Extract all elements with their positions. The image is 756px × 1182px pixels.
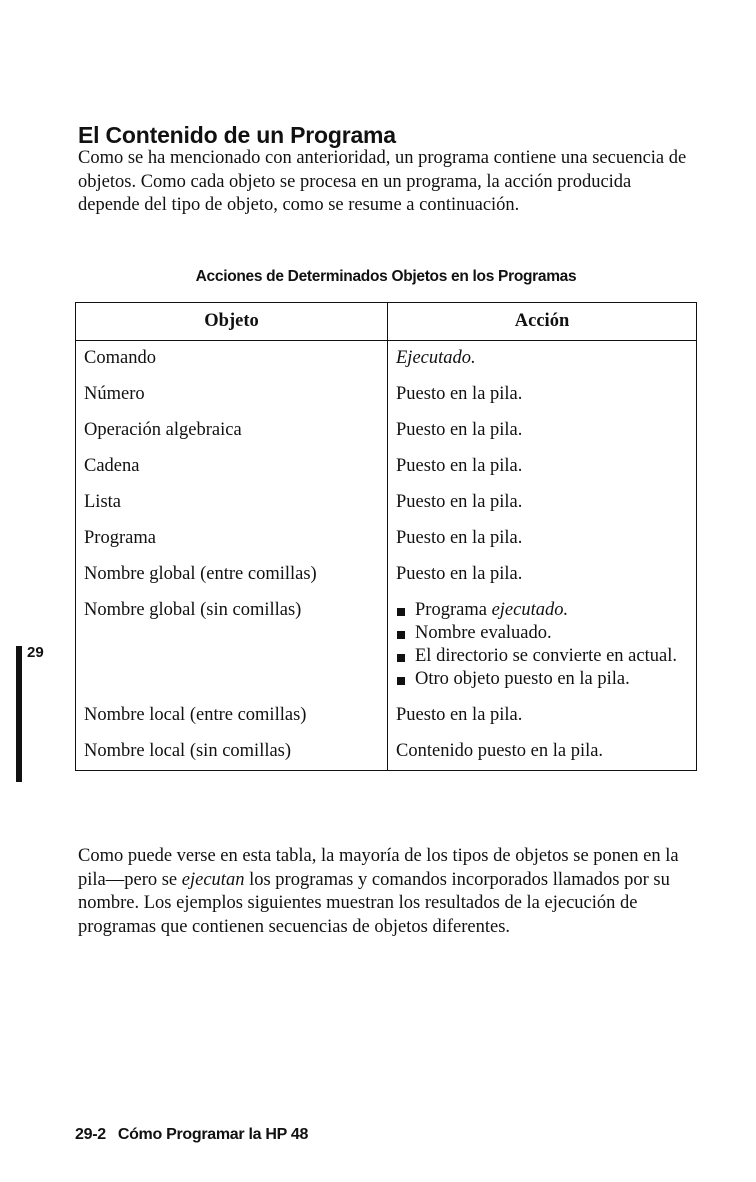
object-cell: Programa [76,521,388,557]
bullet-item: Nombre evaluado. [396,622,696,645]
intro-paragraph: Como se ha mencionado con anterioridad, un programa contiene una secuencia de objetos. Como cada objeto se procesa en un programa, la acción producida depende del tipo de objeto, como se resume a continuación. [78,148,687,215]
header-object: Objeto [76,303,388,341]
table-row [76,413,697,449]
object-cell: Operación algebraica [76,413,388,449]
outro-paragraph [78,845,688,939]
object-cell: Nombre local (sin comillas) [76,734,388,771]
table-row [76,377,697,413]
chapter-tab-number: 29 [27,644,44,661]
action-cell: Puesto en la pila. [388,698,697,734]
header-action: Acción [388,303,697,341]
action-bullet-list [396,599,696,691]
action-cell [388,593,697,698]
table-header-row [76,303,697,341]
table-row [76,557,697,593]
table-row [76,449,697,485]
bullet-text: Programa [415,600,492,620]
action-cell: Puesto en la pila. [388,485,697,521]
object-cell: Comando [76,341,388,378]
bullet-emphasis: ejecutado. [491,600,569,620]
action-cell: Puesto en la pila. [388,521,697,557]
bullet-item: Otro objeto puesto en la pila. [396,668,696,691]
table-caption: Acciones de Determinados Objetos en los Programas [195,268,577,285]
book-title: Cómo Programar la HP 48 [117,1126,309,1143]
chapter-tab-bar [16,646,22,782]
object-cell: Nombre global (sin comillas) [76,593,388,698]
table-row [76,341,697,378]
page-number: 29-2 [75,1126,106,1143]
outro-emphasis: ejecutan [181,869,245,890]
object-cell: Nombre global (entre comillas) [76,557,388,593]
table-row [76,734,697,771]
outro-text-1: Como puede verse en esta tabla, la mayoría de los tipos de objetos se ponen en la pila—pero se [78,846,679,890]
action-cell: Puesto en la pila. [388,449,697,485]
section-heading: El Contenido de un Programa [78,122,396,149]
bullet-item: El directorio se convierte en actual. [396,645,696,668]
page-footer [75,1126,308,1144]
table-row [76,485,697,521]
table-row [76,521,697,557]
object-cell: Número [76,377,388,413]
objects-actions-table [75,302,697,771]
action-cell: Puesto en la pila. [388,557,697,593]
outro-text-2: los programas y comandos incorporados llamados por su nombre. Los ejemplos siguientes muestran los resultados de la ejecución de programas que contienen secuencias de objetos diferentes. [78,869,670,937]
table-row [76,593,697,698]
action-cell: Contenido puesto en la pila. [388,734,697,771]
object-cell: Nombre local (entre comillas) [76,698,388,734]
action-cell: Ejecutado. [388,341,697,378]
bullet-item [396,599,696,622]
object-cell: Cadena [76,449,388,485]
action-cell: Puesto en la pila. [388,377,697,413]
object-cell: Lista [76,485,388,521]
table-row [76,698,697,734]
action-cell: Puesto en la pila. [388,413,697,449]
